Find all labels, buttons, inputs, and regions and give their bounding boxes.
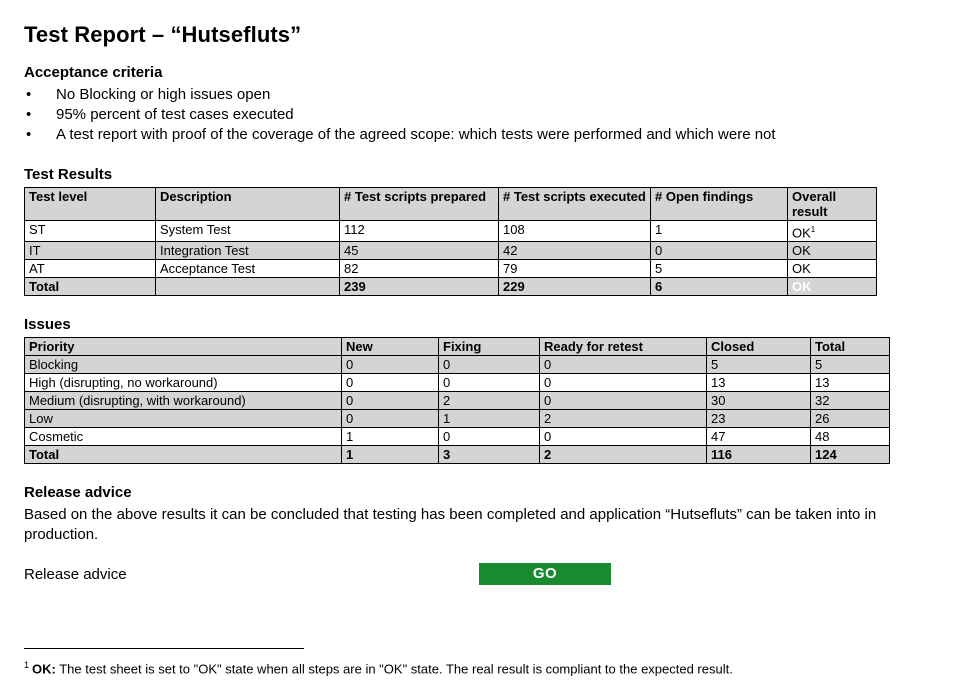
column-header-description: Description: [156, 188, 340, 221]
cell-new: 1: [342, 446, 439, 464]
cell-retest: 2: [540, 410, 707, 428]
list-item: • No Blocking or high issues open: [24, 85, 950, 104]
column-header-new: New: [342, 338, 439, 356]
table-row: [25, 356, 890, 374]
cell-result: [788, 221, 877, 242]
release-advice-section: [24, 484, 950, 585]
acceptance-criteria-section: [24, 64, 950, 144]
cell-priority: Total: [25, 446, 342, 464]
test-results-heading: Test Results: [24, 166, 113, 183]
column-header-ready-for-retest: Ready for retest: [540, 338, 707, 356]
cell-retest: 0: [540, 428, 707, 446]
cell-result-text: OK: [792, 225, 811, 241]
issues-section: [24, 316, 950, 464]
cell-retest: 2: [540, 446, 707, 464]
column-header-scripts-prepared: # Test scripts prepared: [340, 188, 499, 221]
cell-closed: 116: [707, 446, 811, 464]
cell-fixing: 0: [439, 356, 540, 374]
column-header-scripts-executed: # Test scripts executed: [499, 188, 651, 221]
cell-findings: 6: [651, 278, 788, 296]
cell-closed: 23: [707, 410, 811, 428]
cell-executed: 42: [499, 242, 651, 260]
footnote-marker: 1: [810, 225, 816, 234]
cell-new: 0: [342, 392, 439, 410]
acceptance-criteria-heading: Acceptance criteria: [24, 64, 163, 81]
cell-closed: 30: [707, 392, 811, 410]
issues-heading: Issues: [24, 316, 71, 334]
cell-closed: 47: [707, 428, 811, 446]
footnote-text: The test sheet is set to "OK" state when all steps are in "OK" state. The real result is compliant to the expected result.: [55, 661, 733, 676]
cell-priority: High (disrupting, no workaround): [25, 374, 342, 392]
cell-total: 124: [811, 446, 890, 464]
page-title: Test Report – “Hutsefluts”: [24, 22, 302, 47]
status-badge-overall-result: OK: [788, 278, 877, 296]
cell-prepared: 239: [340, 278, 499, 296]
cell-prepared: 45: [340, 242, 499, 260]
table-row: [25, 392, 890, 410]
cell-findings: 0: [651, 242, 788, 260]
table-total-row: [25, 446, 890, 464]
cell-priority: Blocking: [25, 356, 342, 374]
cell-closed: 13: [707, 374, 811, 392]
cell-findings: 1: [651, 221, 788, 242]
table-header-row: [25, 338, 890, 356]
cell-new: 1: [342, 428, 439, 446]
table-row: [25, 428, 890, 446]
cell-description: System Test: [156, 221, 340, 242]
list-item: • 95% percent of test cases executed: [24, 105, 950, 124]
table-row: [25, 242, 877, 260]
cell-total: 13: [811, 374, 890, 392]
cell-retest: 0: [540, 374, 707, 392]
footnote-divider: [24, 648, 304, 649]
cell-total: 26: [811, 410, 890, 428]
status-badge-go: GO: [479, 563, 611, 585]
cell-fixing: 0: [439, 374, 540, 392]
cell-executed: 229: [499, 278, 651, 296]
cell-test-level: AT: [25, 260, 156, 278]
cell-result: OK: [788, 260, 877, 278]
footnote-area: [24, 648, 950, 677]
table-row: [25, 260, 877, 278]
cell-executed: 108: [499, 221, 651, 242]
cell-prepared: 82: [340, 260, 499, 278]
cell-fixing: 0: [439, 428, 540, 446]
release-advice-text: Based on the above results it can be concluded that testing has been completed and application “Hutsefluts” can be taken into in production.: [24, 506, 877, 544]
cell-fixing: 2: [439, 392, 540, 410]
cell-executed: 79: [499, 260, 651, 278]
cell-new: 0: [342, 356, 439, 374]
cell-test-level: IT: [25, 242, 156, 260]
list-item: • A test report with proof of the coverage of the agreed scope: which tests were performed and which were not: [24, 125, 950, 144]
cell-findings: 5: [651, 260, 788, 278]
column-header-priority: Priority: [25, 338, 342, 356]
cell-description: Acceptance Test: [156, 260, 340, 278]
column-header-fixing: Fixing: [439, 338, 540, 356]
release-advice-row: [24, 563, 950, 585]
table-row: [25, 374, 890, 392]
table-row: [25, 410, 890, 428]
cell-prepared: 112: [340, 221, 499, 242]
column-header-total: Total: [811, 338, 890, 356]
release-advice-label: Release advice: [24, 565, 127, 583]
table-header-row: [25, 188, 877, 221]
column-header-overall-result: Overall result: [788, 188, 877, 221]
cell-priority: Cosmetic: [25, 428, 342, 446]
table-total-row: [25, 278, 877, 296]
cell-total: 32: [811, 392, 890, 410]
cell-closed: 5: [707, 356, 811, 374]
cell-priority: Low: [25, 410, 342, 428]
cell-result: OK: [788, 242, 877, 260]
footnote-label: OK:: [32, 661, 56, 676]
cell-total: 5: [811, 356, 890, 374]
cell-test-level: Total: [25, 278, 156, 296]
footnote: [24, 657, 950, 677]
cell-fixing: 1: [439, 410, 540, 428]
cell-priority: Medium (disrupting, with workaround): [25, 392, 342, 410]
cell-description: [156, 278, 340, 296]
column-header-test-level: Test level: [25, 188, 156, 221]
table-row: [25, 221, 877, 242]
release-advice-heading: Release advice: [24, 484, 132, 502]
cell-new: 0: [342, 374, 439, 392]
cell-retest: 0: [540, 392, 707, 410]
column-header-closed: Closed: [707, 338, 811, 356]
cell-retest: 0: [540, 356, 707, 374]
cell-new: 0: [342, 410, 439, 428]
test-results-table: [24, 187, 877, 296]
cell-fixing: 3: [439, 446, 540, 464]
test-results-section: [24, 166, 950, 296]
acceptance-criteria-list: [24, 85, 950, 144]
column-header-open-findings: # Open findings: [651, 188, 788, 221]
cell-description: Integration Test: [156, 242, 340, 260]
cell-test-level: ST: [25, 221, 156, 242]
footnote-marker: 1: [24, 659, 30, 670]
cell-total: 48: [811, 428, 890, 446]
issues-table: [24, 337, 890, 464]
